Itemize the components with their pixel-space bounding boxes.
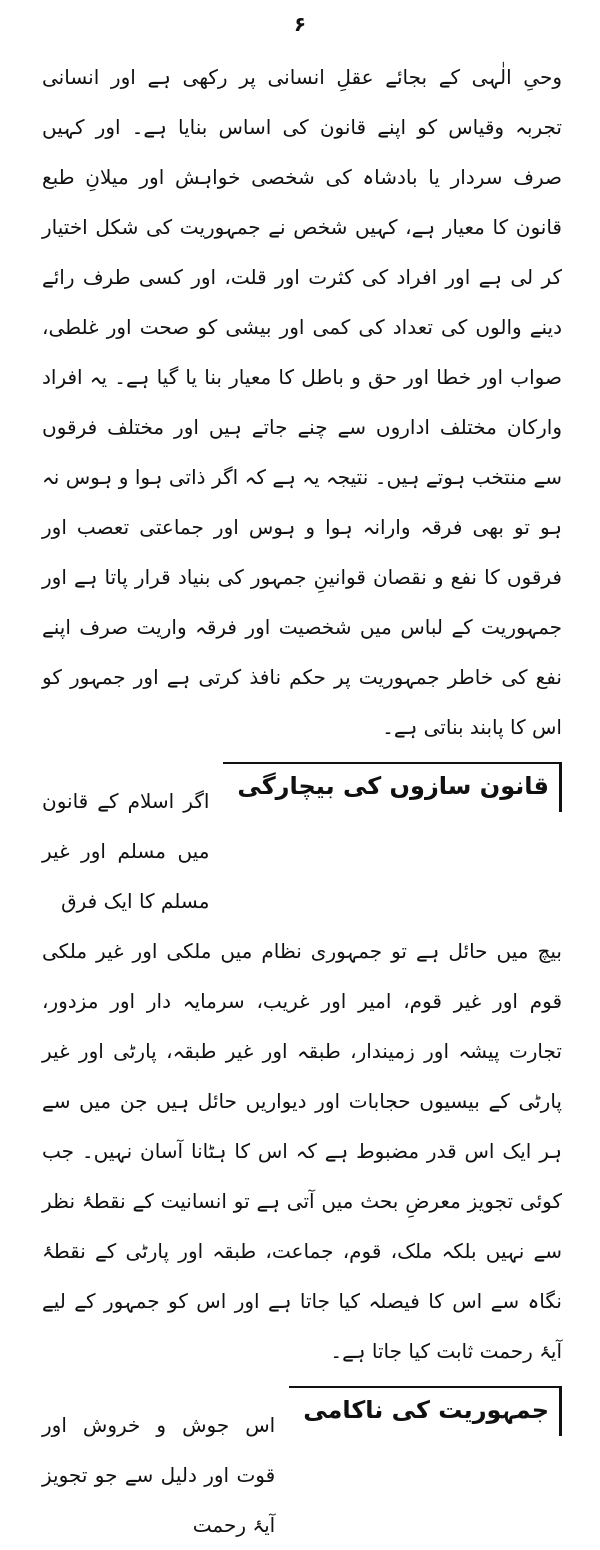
section-paragraph: بیچ میں حائل ہے تو جمہوری نظام میں ملکی اور غیر ملکی قوم اور غیر قوم، امیر اور غریب، سرمایہ دار اور مزدور، تجارت پیشہ اور زمیندار، طبقہ اور غیر طبقہ، پارٹی اور غیر پارٹی کے بیسیوں حجابات اور دیواریں حائل ہیں جن میں سے ہر ایک اس قدر مضبوط ہے کہ اس کا ہٹانا آسان نہیں۔ جب کوئی تجویز معرضِ بحث میں آتی ہے تو انسانیت کے نقطۂ نظر سے نہیں بلکہ ملک، قوم، جماعت، طبقہ اور پارٹی کے نقطۂ نگاہ سے اس کا فیصلہ کیا جاتا ہے اور اس کو جمہور کے لیے آیۂ رحمت ثابت کیا جاتا ہے۔ bbox=[42, 939, 562, 1363]
intro-paragraph: وحیِ الٰہی کے بجائے عقلِ انسانی پر رکھی ہے اور انسانی تجربہ وقیاس کو اپنے قانون کی اساس بنایا ہے۔ اور کہیں صرف سردار یا بادشاہ کی شخصی خواہش اور میلانِ طبع قانون کا معیار ہے، کہیں شخص نے جمہوریت کی شکل اختیار کر لی ہے اور افراد کی کثرت اور قلت، اور کسی طرف رائے دینے والوں کی تعداد کی کمی اور بیشی کو صحت اور غلطی، صواب اور خطا اور حق و باطل کا معیار بنا یا گیا ہے۔ یہ افراد وارکان مختلف اداروں سے چنے جاتے ہیں اور مختلف فرقوں سے منتخب ہوتے ہیں۔ نتیجہ یہ ہے کہ اگر ذاتی ہوا و ہوس نہ ہو تو بھی فرقہ وارانہ ہوا و ہوس اور جماعتی تعصب اور فرقوں کا نفع و نقصان قوانینِ جمہور کی بنیاد قرار پاتا ہے اور جمہوریت کے لباس میں شخصیت اور فرقہ واریت صرف اپنے نفع کی خاطر جمہوریت پر حکم نافذ کرتی ہے اور جمہور کو اس کا پابند بناتی ہے۔ bbox=[42, 65, 562, 739]
page-number: ۶ bbox=[293, 12, 307, 36]
section-intro-line: اس جوش و خروش اور قوت اور دلیل سے جو تجویز آیۂ رحمت bbox=[42, 1413, 276, 1537]
section-intro-line: اگر اسلام کے قانون میں مسلم اور غیر مسلم کا ایک فرق bbox=[42, 789, 210, 913]
section-qanoon-sazon bbox=[42, 762, 562, 926]
section-heading: جمہوریت کی ناکامی bbox=[289, 1386, 562, 1436]
section-heading: قانون سازوں کی بیچارگی bbox=[223, 762, 562, 812]
document-body bbox=[42, 52, 562, 1550]
section-jamhooriyat bbox=[42, 1386, 562, 1550]
